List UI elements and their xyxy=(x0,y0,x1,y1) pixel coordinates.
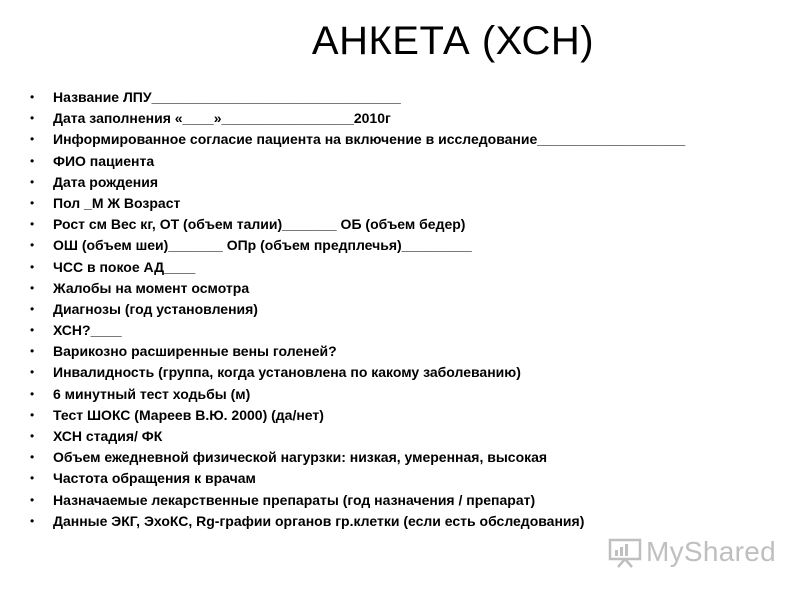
myshared-watermark xyxy=(608,536,777,572)
list-item xyxy=(30,405,790,426)
list-item-text: Пол _М Ж Возраст xyxy=(53,194,181,211)
list-item xyxy=(30,235,790,256)
list-item xyxy=(30,278,790,299)
list-item xyxy=(30,362,790,383)
list-item xyxy=(30,447,790,468)
bullet-icon: • xyxy=(30,90,35,104)
list-item xyxy=(30,129,790,150)
bullet-icon: • xyxy=(30,217,35,232)
list-item xyxy=(30,151,790,172)
list-item-text: Назначаемые лекарственные препараты (год назначения / препарат) xyxy=(53,491,536,508)
bullet-icon: • xyxy=(30,365,35,380)
list-item-text: Дата рождения xyxy=(53,173,159,190)
bullet-icon: • xyxy=(30,111,35,126)
list-item-text: Объем ежедневной физической нагурзки: низкая, умеренная, высокая xyxy=(53,449,548,466)
list-item xyxy=(30,257,790,278)
bullet-icon: • xyxy=(30,450,35,465)
bullet-icon: • xyxy=(30,407,35,422)
list-item xyxy=(30,214,790,235)
bullet-icon: • xyxy=(30,344,35,359)
list-item xyxy=(30,468,790,489)
list-item-text: ХСН?____ xyxy=(53,322,122,339)
bullet-icon: • xyxy=(30,153,35,168)
bullet-icon: • xyxy=(30,323,35,338)
list-item-text: Жалобы на момент осмотра xyxy=(53,279,250,296)
bullet-icon: • xyxy=(30,301,35,316)
list-item xyxy=(30,384,790,405)
list-item xyxy=(30,172,790,193)
bullet-icon: • xyxy=(30,429,35,443)
list-item-text: Инвалидность (группа, когда установлена по какому заболеванию) xyxy=(53,364,521,381)
list-item xyxy=(30,320,790,341)
list-item-text: ХСН стадия/ ФК xyxy=(53,428,163,444)
presentation-board-icon xyxy=(608,538,642,568)
list-item xyxy=(30,299,790,320)
list-item-text: Диагнозы (год установления) xyxy=(53,300,258,317)
list-item-text: Варикозно расширенные вены голеней? xyxy=(53,343,337,360)
list-item-text: Тест ШОКС (Мареев В.Ю. 2000) (да/нет) xyxy=(53,406,324,423)
bullet-icon: • xyxy=(30,513,35,528)
bullet-icon: • xyxy=(30,259,35,274)
bullet-icon: • xyxy=(30,238,35,253)
bullet-icon: • xyxy=(30,492,35,507)
list-item-text: Название ЛПУ________________________________ xyxy=(53,89,401,105)
questionnaire-list xyxy=(30,87,790,532)
list-item xyxy=(30,490,790,511)
list-item-text: ФИО пациента xyxy=(53,152,155,169)
list-item xyxy=(30,108,790,129)
page-title: АНКЕТА (ХСН) xyxy=(311,19,595,63)
list-item-text: Дата заполнения «____»_________________2010г xyxy=(53,110,391,127)
list-item-text: ЧСС в покое АД____ xyxy=(53,258,196,275)
bullet-icon: • xyxy=(30,132,35,147)
list-item-text: Данные ЭКГ, ЭхоКС, Rg-графии органов гр.клетки (если есть обследования) xyxy=(53,512,585,529)
bullet-icon: • xyxy=(30,280,35,295)
bullet-icon: • xyxy=(30,195,35,210)
list-item xyxy=(30,511,790,532)
list-item xyxy=(30,426,790,447)
list-item-text: Частота обращения к врачам xyxy=(53,470,256,487)
list-item xyxy=(30,341,790,362)
list-item-text: ОШ (объем шеи)_______ ОПр (объем предплечья)_________ xyxy=(53,237,472,254)
bullet-icon: • xyxy=(30,471,35,486)
bullet-icon: • xyxy=(30,386,35,401)
bullet-icon: • xyxy=(30,174,35,189)
list-item-text: Информированное согласие пациента на включение в исследование___________________ xyxy=(53,131,686,148)
watermark-text: MyShared xyxy=(646,536,777,567)
list-item-text: Рост см Вес кг, ОТ (объем талии)_______ ОБ (объем бедер) xyxy=(53,216,466,233)
list-item xyxy=(30,193,790,214)
list-item xyxy=(30,87,790,108)
list-item-text: 6 минутный тест ходьбы (м) xyxy=(53,385,251,402)
